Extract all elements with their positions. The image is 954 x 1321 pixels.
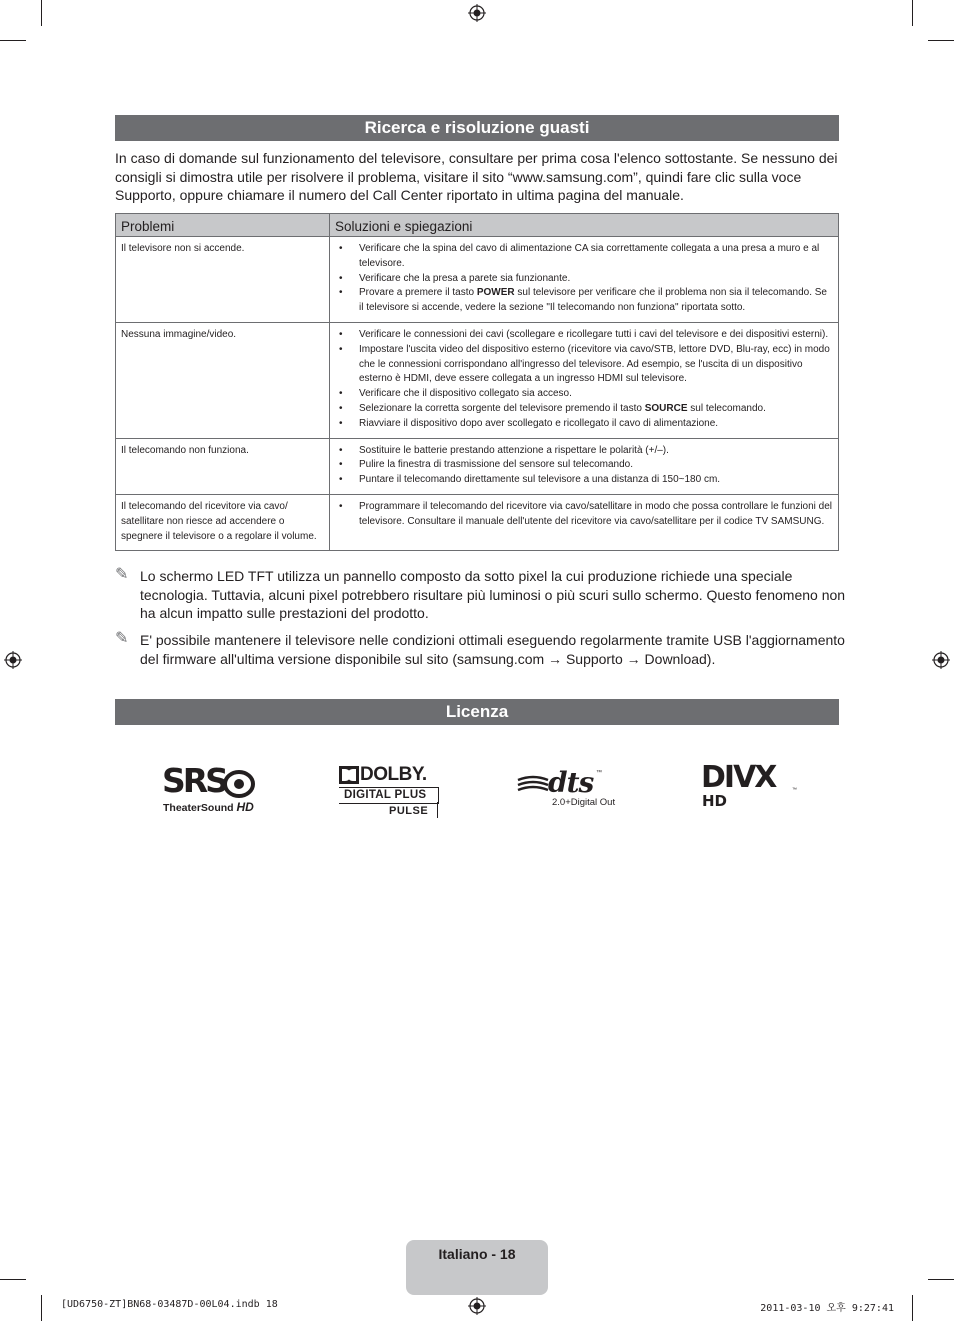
srs-circle-icon [222, 770, 256, 798]
dts-sub-text: 2.0+Digital Out [552, 797, 616, 808]
solution-text: sul televisore per verificare che il problema non sia il telecomando. Se il televisore si accende, vedere la sezione "Il telecomando non funziona" riportata sotto. [359, 287, 827, 314]
solution-item [359, 402, 832, 417]
note-text: Lo schermo LED TFT utilizza un pannello composto da sotto pixel la cui produzione richiede una speciale tecnologia. Tuttavia, alcuni pixel potrebbero risultare più luminosi o più scuri sullo schermo. Questo fenomeno non ha alcun impatto sulle prestazioni del prodotto. [140, 568, 846, 621]
dolby-double-d-icon [339, 766, 359, 784]
intro-paragraph: In caso di domande sul funzionamento del televisore, consultare per prima cosa l'elenco sottostante. Se nessuno dei consigli si dimostra utile per risolvere il problema, visitare il sito “www.samsung.com”, quindi fare clic sulla voce Supporto, oppure chiamare il numero del Call Center riportato in ultima pagina del manuale. [115, 150, 838, 203]
note-lcd-pixels [115, 567, 855, 623]
solutions-list [335, 328, 832, 432]
crop-mark [0, 1279, 26, 1280]
solutions-cell [330, 438, 839, 494]
solution-item: • Riavviare il dispositivo dopo aver scollegato e ricollegato il cavo di alimentazione. [359, 417, 832, 432]
column-header-problems: Problemi [116, 214, 330, 237]
registration-mark-icon [4, 651, 22, 669]
problem-cell: Il telecomando del ricevitore via cavo/ satellitare non riesce ad accendere o spegnere il televisore o a regolare il volume. [116, 494, 330, 550]
table-header-row [116, 214, 839, 237]
section-title-troubleshooting: Ricerca e risoluzione guasti [115, 115, 839, 141]
divx-logo-text: DIVX [701, 760, 776, 795]
solutions-cell [330, 494, 839, 550]
dts-digital-out-logo [516, 766, 620, 812]
print-slug-left: [UD6750-ZT]BN68-03487D-00L04.indb 18 [61, 1299, 278, 1310]
solution-item: • Verificare che la spina del cavo di alimentazione CA sia correttamente collegata a una presa a muro e al televisore. [359, 242, 832, 272]
dts-logo-text: dts [548, 766, 594, 799]
solution-text: Provare a premere il tasto [359, 287, 477, 299]
table-row [116, 322, 839, 438]
dolby-pulse-text: PULSE [389, 805, 429, 817]
table-row [116, 438, 839, 494]
solutions-list [335, 444, 832, 488]
solution-item: • Impostare l'uscita video del dispositivo esterno (ricevitore via cavo/STB, lettore DVD, Blu-ray, ecc) in modo che le connessioni corrispondano all'ingresso del televisore. Ad esempio, se l'uscita di un dispositivo esterno è HDMI, deve essere collegata a un ingresso HDMI sul televisore. [359, 343, 832, 387]
solution-text: Selezionare la corretta sorgente del televisore premendo il tasto [359, 402, 645, 414]
dolby-digital-plus-pulse-logo [339, 766, 439, 818]
crop-mark [0, 40, 26, 41]
srs-theatersound-hd-logo [162, 761, 262, 815]
note-text: E' possibile mantenere il televisore nelle condizioni ottimali eseguendo regolarmente tramite USB l'aggiornamento del firmware all'ultima versione disponibile sul sito (samsung.com → Supporto → Download). [140, 632, 845, 667]
dolby-logo-text: DOLBY. [360, 764, 427, 785]
solution-item: • Pulire la finestra di trasmissione del sensore sul telecomando. [359, 458, 832, 473]
dts-tm: ™ [596, 770, 602, 776]
registration-mark-icon [468, 1297, 486, 1315]
problem-cell: Nessuna immagine/video. [116, 322, 330, 438]
section-title-license: Licenza [115, 699, 839, 725]
srs-hd-text: HD [236, 800, 254, 814]
table-row [116, 494, 839, 550]
solutions-list [335, 242, 832, 316]
srs-sub-text: TheaterSound [163, 802, 234, 814]
column-header-solutions: Soluzioni e spiegazioni [330, 214, 839, 237]
power-key-label: POWER [476, 287, 515, 299]
troubleshooting-table [115, 213, 839, 551]
table-row [116, 237, 839, 323]
srs-logo-text: SRS [162, 761, 226, 800]
crop-mark [928, 40, 954, 41]
divx-hd-logo [701, 760, 801, 811]
solution-item: • Verificare che il dispositivo collegato sia acceso. [359, 387, 832, 402]
dts-wave-icon [516, 774, 550, 796]
crop-mark [41, 1295, 42, 1321]
problem-cell: Il televisore non si accende. [116, 237, 330, 323]
solution-item: • Verificare che la presa a parete sia funzionante. [359, 272, 832, 287]
page-number-label: Italiano - 18 [438, 1246, 516, 1262]
divx-tm: ™ [792, 787, 797, 793]
crop-mark [912, 0, 913, 26]
note-firmware-update [115, 631, 855, 668]
crop-mark [912, 1295, 913, 1321]
pencil-note-icon: ✎ [115, 630, 129, 647]
pencil-note-icon: ✎ [115, 566, 129, 583]
divx-hd-text: HD [702, 792, 728, 810]
solution-item: • Sostituire le batterie prestando attenzione a rispettare le polarità (+/–). [359, 444, 832, 459]
source-key-label: SOURCE [644, 402, 688, 414]
problem-cell: Il telecomando non funziona. [116, 438, 330, 494]
srs-logo-subline [163, 800, 254, 814]
solutions-cell [330, 237, 839, 323]
solution-item: • Programmare il telecomando del ricevitore via cavo/satellitare in modo che possa controllare le funzioni del televisore. Consultare il manuale dell'utente del ricevitore via cavo/satellitare per il codice TV SAMSUNG. [359, 500, 832, 530]
dolby-digital-plus-box [339, 787, 439, 804]
solution-item: • Verificare le connessioni dei cavi (scollegare e ricollegare tutti i cavi del televisore e dei dispositivi esterni). [359, 328, 832, 343]
registration-mark-icon [932, 651, 950, 669]
solutions-cell [330, 322, 839, 438]
dolby-digital-plus-text: DIGITAL PLUS [344, 789, 427, 801]
solution-text: sul telecomando. [687, 402, 766, 414]
crop-mark [41, 0, 42, 26]
registration-mark-icon [468, 4, 486, 22]
solution-item [359, 286, 832, 316]
solution-item: • Puntare il telecomando direttamente sul televisore a una distanza di 150~180 cm. [359, 473, 832, 488]
crop-mark [928, 1279, 954, 1280]
solutions-list [335, 500, 832, 530]
page-number-tab [406, 1240, 548, 1295]
dolby-divider [437, 802, 438, 818]
print-slug-right: 2011-03-10 오후 9:27:41 [760, 1303, 894, 1314]
